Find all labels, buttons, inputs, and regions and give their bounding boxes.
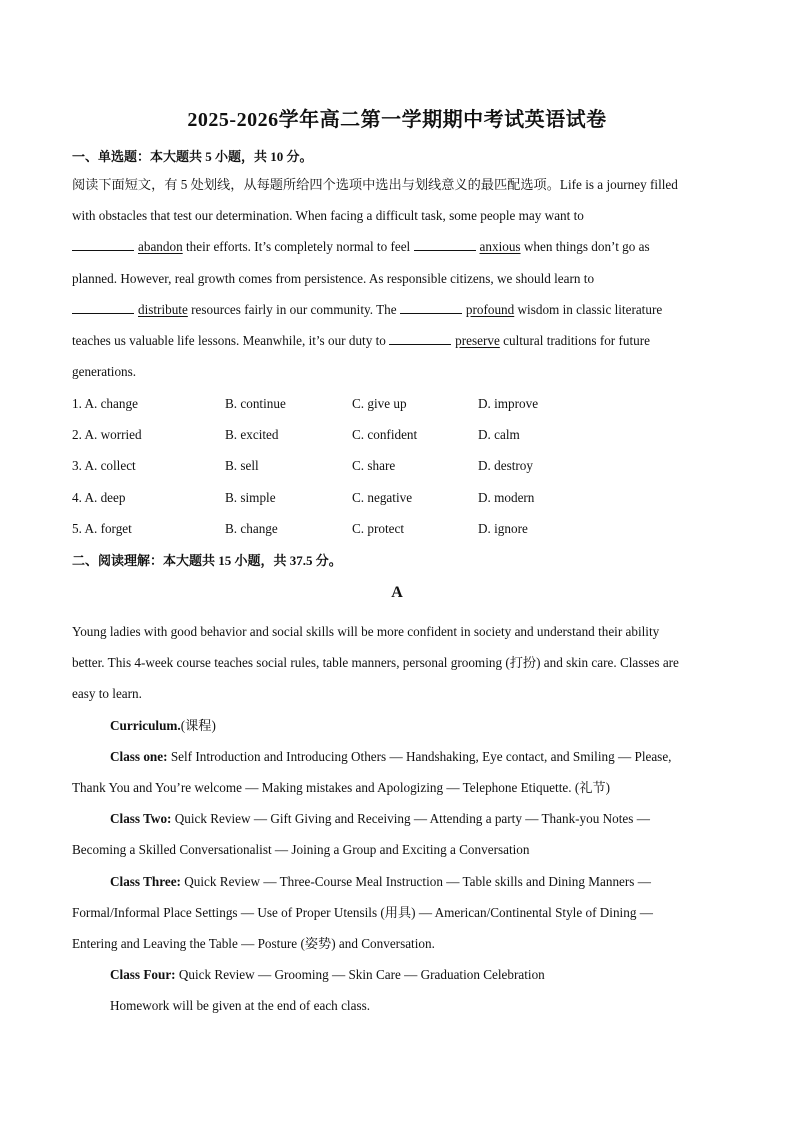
passage-line: easy to learn. [72, 686, 142, 702]
cloze-passage [72, 169, 722, 387]
class-three-text: Quick Review — Three-Course Meal Instruction — Table skills and Dining Manners — [180, 873, 651, 889]
class-one-line [72, 741, 722, 772]
answer-options [72, 388, 722, 544]
option-c[interactable]: C. share [352, 458, 396, 474]
class-four-line [72, 959, 722, 990]
curriculum-note: (课程) [180, 717, 216, 733]
option-c[interactable]: C. give up [352, 396, 407, 411]
option-b[interactable]: B. continue [225, 396, 286, 411]
question-options-5 [72, 513, 722, 544]
option-d[interactable]: D. destroy [478, 458, 533, 474]
class-three-line [72, 866, 722, 897]
passage-line: better. This 4-week course teaches social rules, table manners, personal grooming (打扮) and skin care. Classes are [72, 655, 679, 671]
passage-line: planned. However, real growth comes from persistence. As responsible citizens, we should learn to [72, 270, 595, 286]
class-two-line [72, 803, 722, 834]
option-a[interactable]: 1. A. change [72, 396, 138, 411]
passage-text: teaches us valuable life lessons. Meanwhile, it’s our duty to [72, 332, 390, 348]
answer-blank-5 [389, 331, 451, 345]
curriculum-label: Curriculum. [110, 717, 181, 733]
option-b[interactable]: B. change [225, 520, 278, 536]
passage-text: when things don’t go as [520, 239, 650, 255]
underlined-word-2: anxious [479, 239, 521, 255]
option-c[interactable]: C. confident [352, 427, 418, 443]
homework-line: Homework will be given at the end of each class. [110, 998, 371, 1014]
passage-line [72, 231, 722, 262]
answer-blank-2 [414, 237, 476, 251]
passage-line: Formal/Informal Place Settings — Use of Proper Utensils (用具) — American/Continental Style of Dining — [72, 904, 653, 920]
question-options-1 [72, 388, 722, 419]
section-2-heading: 二、阅读理解：本大题共 15 小题，共 37.5 分。 [72, 553, 342, 568]
answer-blank-1 [72, 237, 134, 251]
passage-line [72, 325, 722, 356]
question-options-4 [72, 482, 722, 513]
passage-text: their efforts. It’s completely normal to feel [182, 239, 414, 255]
curriculum-line [72, 710, 722, 741]
option-d[interactable]: D. improve [478, 396, 539, 411]
question-options-2 [72, 419, 722, 450]
class-one-text: Self Introduction and Introducing Others — Handshaking, Eye contact, and Smiling — Please, [167, 748, 672, 764]
underlined-word-1: abandon [138, 239, 183, 255]
option-b[interactable]: B. simple [225, 489, 276, 505]
option-a[interactable]: 5. A. forget [72, 520, 132, 536]
underlined-word-4: profound [465, 301, 515, 317]
passage-text: wisdom in classic literature [514, 301, 663, 317]
passage-line: Entering and Leaving the Table — Posture (姿势) and Conversation. [72, 935, 435, 951]
option-d[interactable]: D. modern [478, 489, 535, 505]
option-a[interactable]: 4. A. deep [72, 489, 126, 505]
option-c[interactable]: C. protect [352, 520, 405, 536]
class-two-text: Quick Review — Gift Giving and Receiving — Attending a party — Thank-you Notes — [171, 811, 650, 827]
option-c[interactable]: C. negative [352, 489, 413, 505]
passage-line: 阅读下面短文，有 5 处划线，从每题所给四个选项中选出与划线意义的最匹配选项。Life is a journey filled [72, 177, 678, 192]
class-two-label: Class Two: [110, 811, 172, 827]
passage-text: cultural traditions for future [499, 332, 650, 348]
passage-a-heading: A [391, 584, 403, 601]
option-d[interactable]: D. calm [478, 427, 520, 443]
option-a[interactable]: 2. A. worried [72, 427, 142, 443]
class-three-label: Class Three: [110, 873, 181, 889]
passage-line: Thank You and You’re welcome — Making mistakes and Apologizing — Telephone Etiquette. (礼节) [72, 779, 610, 795]
passage-line: generations. [72, 364, 137, 380]
reading-passage-a [72, 616, 722, 1021]
section-1-heading: 一、单选题：本大题共 5 小题，共 10 分。 [72, 149, 313, 164]
answer-blank-3 [72, 300, 134, 314]
passage-line: Becoming a Skilled Conversationalist — Joining a Group and Exciting a Conversation [72, 842, 530, 858]
underlined-word-3: distribute [138, 301, 188, 317]
option-b[interactable]: B. excited [225, 427, 279, 443]
class-one-label: Class one: [110, 748, 168, 764]
exam-title: 2025-2026学年高二第一学期期中考试英语试卷 [187, 109, 607, 131]
passage-line [72, 294, 722, 325]
option-d[interactable]: D. ignore [478, 520, 528, 536]
class-four-label: Class Four: [110, 967, 176, 983]
option-a[interactable]: 3. A. collect [72, 458, 136, 474]
underlined-word-5: preserve [455, 332, 500, 348]
passage-text: resources fairly in our community. The [187, 301, 400, 317]
question-options-3 [72, 450, 722, 481]
option-b[interactable]: B. sell [225, 458, 259, 474]
answer-blank-4 [400, 300, 462, 314]
class-four-text: Quick Review — Grooming — Skin Care — Graduation Celebration [175, 967, 545, 983]
passage-line: Young ladies with good behavior and social skills will be more confident in society and understand their ability [72, 624, 660, 639]
passage-line: with obstacles that test our determination. When facing a difficult task, some people may want to [72, 208, 584, 224]
